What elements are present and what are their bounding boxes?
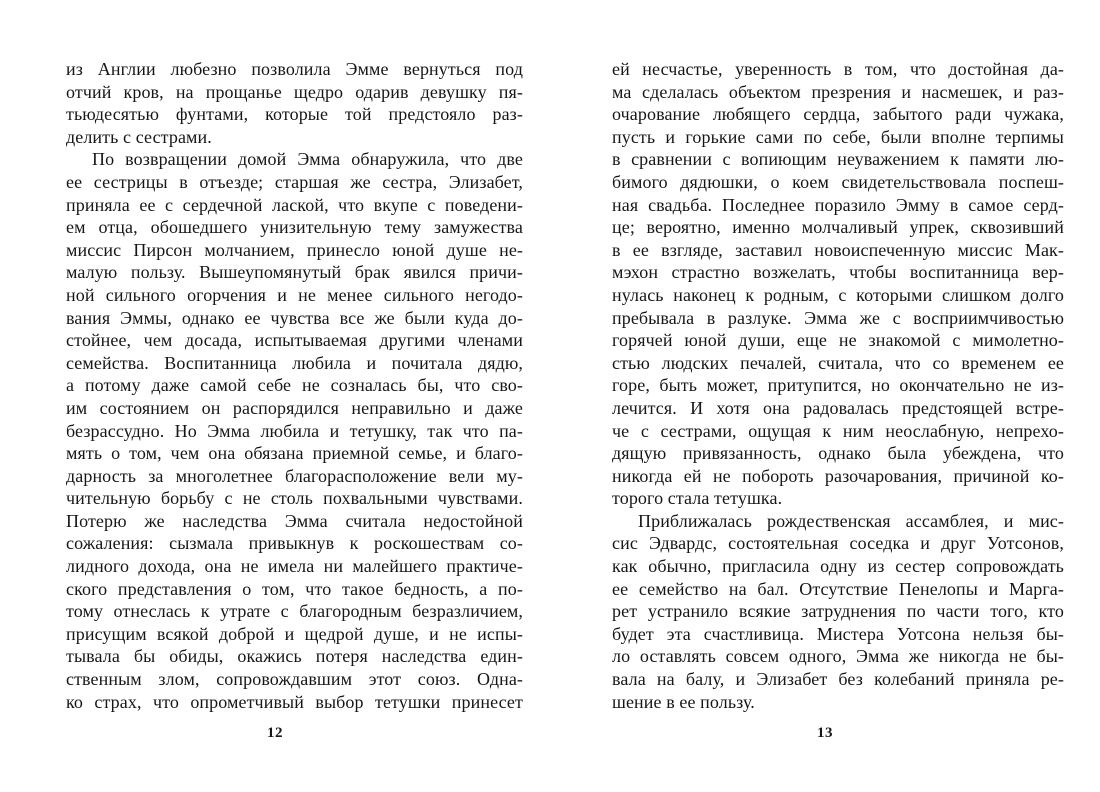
text-line: а потому даже самой себе не созналась бы, что сво-: [66, 375, 523, 396]
text-line: пребывала в разлуке. Эмма же с восприимчивостью: [612, 307, 1064, 328]
text-line: приняла ее с сердечной лаской, что вкупе с поведени-: [66, 194, 523, 215]
text-line: Приближалась рождественская ассамблея, и мис-: [638, 510, 1064, 531]
text-line: тьюдесятью фунтами, которые той предстояло раз-: [66, 104, 523, 125]
text-line: в ее взгляде, заставил новоиспеченную миссис Мак-: [612, 239, 1064, 260]
text-line: миссис Пирсон молчанием, принесло юной душе не-: [66, 239, 523, 260]
text-line: ем отца, обошедшего унизительную тему замужества: [66, 217, 523, 238]
text-line: ной сильного огорчения и не менее сильного негодо-: [66, 284, 523, 305]
page-right-text: [612, 58, 1064, 713]
text-line: как обычно, пригласила одну из сестер сопровождать: [612, 556, 1064, 577]
text-line: в сравнении с вопиющим неуважением к памяти лю-: [612, 149, 1064, 170]
text-line: бимого дядюшки, о коем свидетельствовала поспеш-: [612, 171, 1064, 192]
text-line: лидного дохода, она не имела ни малейшего практиче-: [66, 556, 523, 577]
text-line: Потерю же наследства Эмма считала недостойной: [66, 510, 523, 531]
text-line: стью людских печалей, считала, что со временем ее: [612, 352, 1064, 373]
text-line: ее сестрицы в отъезде; старшая же сестра, Элизабет,: [66, 171, 523, 192]
text-line: нулась наконец к родным, с которыми слишком долго: [612, 284, 1064, 305]
page-left-text: [66, 58, 523, 713]
text-line: лечится. И хотя она радовалась предстоящей встре-: [612, 397, 1064, 418]
page-number-left: 12: [267, 725, 283, 741]
text-line: горячей юной души, еще не знакомой с мимолетно-: [612, 330, 1064, 351]
text-line: вала на балу, и Элизабет без колебаний приняла ре-: [612, 669, 1064, 690]
text-line: семейства. Воспитанница любила и почитала дядю,: [66, 352, 523, 373]
text-line: По возвращении домой Эмма обнаружила, что две: [92, 149, 523, 170]
text-line: из Англии любезно позволила Эмме вернуться под: [66, 59, 523, 79]
text-line: ей несчастье, уверенность в том, что достойная да-: [612, 59, 1064, 79]
text-line: ма сделалась объектом презрения и насмешек, и раз-: [612, 81, 1064, 102]
text-line: им состоянием он распорядился неправильно и даже: [66, 397, 523, 418]
text-line: чительную борьбу с не столь похвальными чувствами.: [66, 488, 523, 509]
page-number-right: 13: [817, 725, 833, 741]
text-line: це; вероятно, именно молчаливый упрек, сквозивший: [612, 217, 1064, 238]
text-line: шение в ее пользу.: [612, 691, 755, 712]
text-line: мять о том, чем она обязана приемной семье, и благо-: [66, 443, 523, 464]
text-line: никогда ей не побороть разочарования, причиной ко-: [612, 465, 1064, 486]
text-line: ского представления о том, что такое бедность, а по-: [66, 578, 523, 599]
text-line: ло оставлять совсем одного, Эмма же никогда не бы-: [612, 646, 1064, 667]
text-line: ее семейство на бал. Отсутствие Пенелопы и Марга-: [612, 578, 1064, 599]
text-line: пусть и горькие сами по себе, были вполне терпимы: [612, 126, 1064, 147]
text-line: че с сестрами, ощущая к ним неослабную, непрехо-: [612, 420, 1064, 441]
text-line: рет устранило всякие затруднения по части того, кто: [612, 601, 1064, 622]
text-line: ная свадьба. Последнее поразило Эмму в самое серд-: [612, 194, 1064, 215]
text-line: будет эта счастливица. Мистера Уотсона нельзя бы-: [612, 623, 1064, 644]
text-line: ко страх, что опрометчивый выбор тетушки принесет: [66, 691, 523, 712]
text-line: делить с сестрами.: [66, 126, 212, 147]
text-line: стойнее, чем досада, испытываемая другими членами: [66, 330, 523, 351]
text-line: тому отнеслась к утрате с благородным безразличием,: [66, 601, 523, 622]
text-line: ственным злом, сопровождавшим этот союз. Одна-: [66, 669, 523, 690]
text-line: безрассудно. Но Эмма любила и тетушку, так что па-: [66, 420, 523, 441]
text-line: торого стала тетушка.: [612, 488, 783, 509]
text-line: вания Эммы, однако ее чувства все же были куда до-: [66, 307, 523, 328]
text-line: присущим всякой доброй и щедрой душе, и не испы-: [66, 623, 523, 644]
text-line: сис Эдвардс, состоятельная соседка и друг Уотсонов,: [612, 533, 1064, 554]
text-line: сожаления: сызмала привыкнув к роскошествам со-: [66, 533, 523, 554]
text-line: мэхон страстно возжелать, чтобы воспитанница вер-: [612, 262, 1064, 283]
text-line: малую пользу. Вышеупомянутый брак явился причи-: [66, 262, 523, 283]
text-line: тывала бы обиды, окажись потеря наследства един-: [66, 646, 523, 667]
text-line: очарование любящего сердца, забытого ради чужака,: [612, 104, 1064, 125]
text-line: дарность за многолетнее благорасположение вели му-: [66, 465, 523, 486]
text-line: горе, быть может, притупится, но окончательно не из-: [612, 375, 1064, 396]
text-line: дящую привязанность, однако была убеждена, что: [612, 443, 1064, 464]
text-line: отчий кров, на прощанье щедро одарив девушку пя-: [66, 81, 523, 102]
